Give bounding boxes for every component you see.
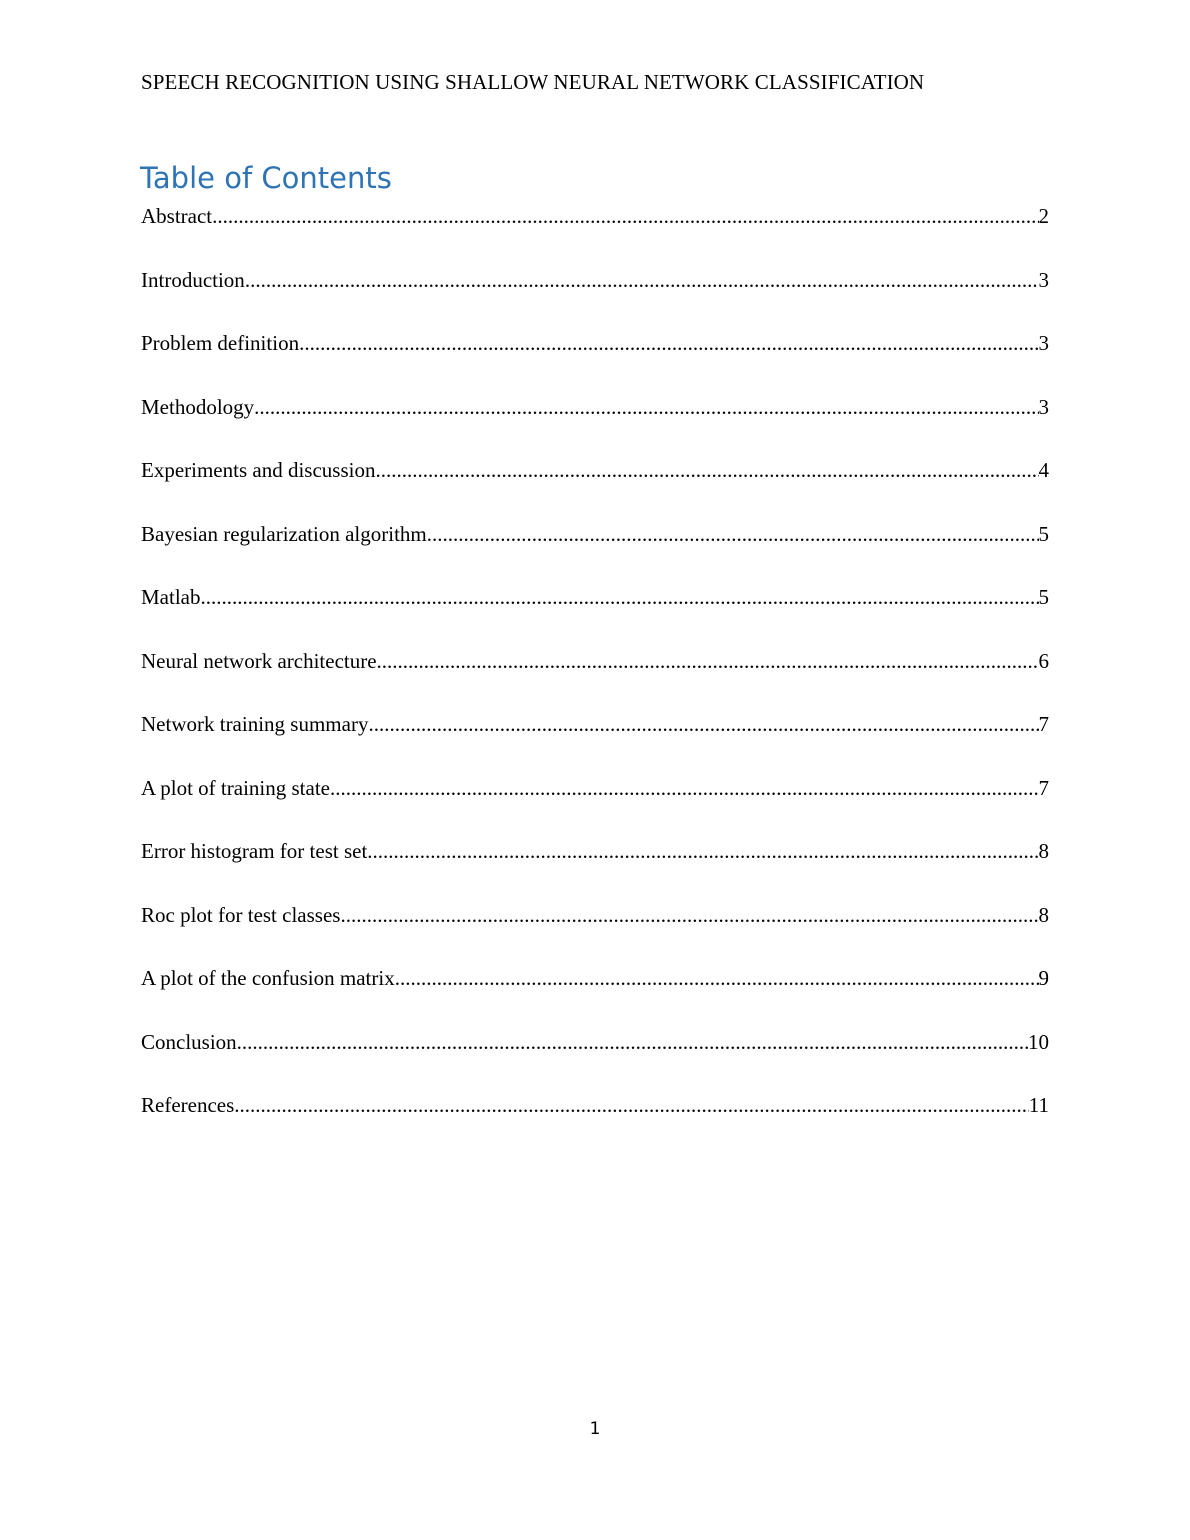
toc-entry-label: Abstract <box>141 204 213 228</box>
dot-leader <box>377 646 1039 676</box>
dot-leader <box>375 455 1038 485</box>
dot-leader <box>299 328 1038 358</box>
table-of-contents <box>141 201 1049 1154</box>
toc-entry-confusion-matrix-plot[interactable] <box>141 963 1049 1027</box>
toc-entry-label: Methodology <box>141 394 255 419</box>
toc-entry-page: 6 <box>1038 648 1049 673</box>
toc-title: Table of Contents <box>140 161 392 195</box>
toc-entry-error-histogram[interactable] <box>141 836 1049 900</box>
toc-entry-page: 3 <box>1038 394 1049 419</box>
toc-entry-label: Neural network architecture <box>141 648 377 673</box>
toc-entry-label: Error histogram for test set <box>141 839 368 863</box>
toc-entry-introduction[interactable] <box>141 265 1049 329</box>
toc-entry-conclusion[interactable] <box>141 1027 1049 1091</box>
toc-entry-training-state-plot[interactable] <box>141 773 1049 837</box>
dot-leader <box>368 709 1038 739</box>
dot-leader <box>330 773 1039 803</box>
toc-entry-neural-network-architecture[interactable] <box>141 646 1049 710</box>
dot-leader <box>245 265 1039 295</box>
toc-entry-page: 8 <box>1038 839 1049 863</box>
running-header: SPEECH RECOGNITION USING SHALLOW NEURAL NETWORK CLASSIFICATION <box>141 70 925 94</box>
toc-entry-experiments-and-discussion[interactable] <box>141 455 1049 519</box>
toc-entry-label: Experiments and discussion <box>141 458 376 482</box>
toc-entry-page: 7 <box>1038 712 1049 736</box>
toc-entry-label: A plot of the confusion matrix <box>141 966 395 990</box>
dot-leader <box>367 836 1038 866</box>
toc-entry-label: Introduction <box>141 267 245 292</box>
dot-leader <box>395 963 1039 993</box>
toc-entry-roc-plot[interactable] <box>141 900 1049 964</box>
dot-leader <box>340 900 1038 930</box>
toc-entry-page: 10 <box>1028 1029 1049 1054</box>
toc-entry-page: 2 <box>1038 204 1049 228</box>
page-number: 1 <box>589 1419 601 1439</box>
dot-leader <box>212 201 1038 231</box>
dot-leader <box>234 1090 1028 1120</box>
toc-entry-problem-definition[interactable] <box>141 328 1049 392</box>
toc-entry-label: Network training summary <box>141 712 369 736</box>
toc-entry-label: Problem definition <box>141 331 300 355</box>
toc-entry-methodology[interactable] <box>141 392 1049 456</box>
toc-entry-label: Matlab <box>141 585 201 609</box>
toc-entry-page: 4 <box>1038 458 1049 482</box>
toc-entry-label: Roc plot for test classes <box>141 902 341 927</box>
toc-entry-page: 8 <box>1038 902 1049 927</box>
toc-entry-label: References <box>141 1093 235 1117</box>
toc-entry-page: 3 <box>1038 331 1049 355</box>
toc-entry-page: 9 <box>1038 966 1049 990</box>
toc-entry-bayesian-regularization-algorithm[interactable] <box>141 519 1049 583</box>
toc-entry-matlab[interactable] <box>141 582 1049 646</box>
toc-entry-page: 5 <box>1038 585 1049 609</box>
toc-entry-label: Bayesian regularization algorithm <box>141 521 427 546</box>
toc-entry-page: 7 <box>1038 775 1049 800</box>
toc-entry-network-training-summary[interactable] <box>141 709 1049 773</box>
toc-entry-page: 11 <box>1028 1093 1049 1117</box>
toc-entry-abstract[interactable] <box>141 201 1049 265</box>
dot-leader <box>200 582 1038 612</box>
toc-entry-label: Conclusion <box>141 1029 237 1054</box>
dot-leader <box>237 1027 1028 1057</box>
dot-leader <box>427 519 1039 549</box>
toc-entry-label: A plot of training state <box>141 775 330 800</box>
dot-leader <box>254 392 1038 422</box>
toc-entry-page: 5 <box>1038 521 1049 546</box>
toc-entry-references[interactable] <box>141 1090 1049 1154</box>
toc-entry-page: 3 <box>1038 267 1049 292</box>
